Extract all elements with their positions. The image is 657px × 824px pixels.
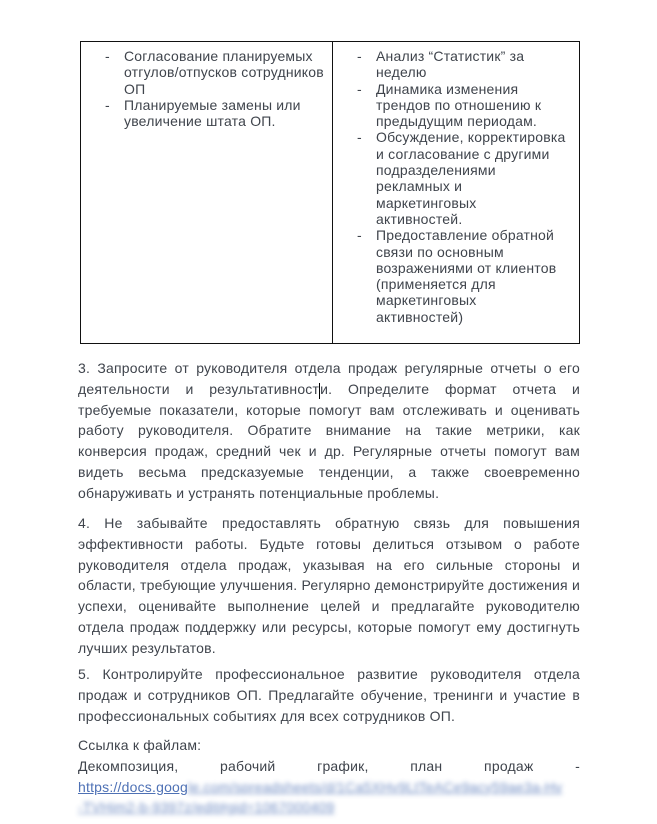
table-cell-right <box>333 42 579 343</box>
list-item <box>333 81 566 130</box>
bullet-dash: - <box>105 48 110 64</box>
list-item-text: Предоставление обратной связи по основным возражениями от клиентов (применяется для маркетинговых активностей) <box>376 227 557 325</box>
files-section-label: Ссылка к файлам: <box>78 737 202 753</box>
docs-link-line-2 <box>78 797 580 818</box>
paragraph-3-text-before-caret: 3. Запросите от руководителя отдела продаж регулярные отчеты о его деятельности и результативност <box>78 360 580 397</box>
google-docs-link[interactable] <box>78 779 562 795</box>
files-section <box>78 735 580 818</box>
bullet-dash: - <box>357 129 362 146</box>
weekly-topics-table <box>80 41 580 344</box>
docs-link-line-1 <box>78 777 580 798</box>
list-item <box>333 129 566 227</box>
paragraph-3 <box>78 358 580 504</box>
text-cursor <box>319 383 320 399</box>
link-visible-text: https://docs.goog <box>78 778 189 795</box>
paragraph-4: 4. Не забывайте предоставлять обратную связь для повышения эффективности работы. Будьте готовы делиться отзывом о работе руководителя отдела продаж, указывая на его сильные стороны и области, требующие улучшения. Регулярно демонстрируйте достижения и успехи, оценивайте выполнение целей и предлагайте руководителю отдела продаж поддержку или ресурсы, которые помогут ему достигнуть лучших результатов. <box>78 515 580 656</box>
list-item-text: Обсуждение, корректировка и согласование с другими подразделениями рекламных и маркетинговых активностей. <box>376 129 566 227</box>
list-item-text: Динамика изменения трендов по отношению к предыдущим периодам. <box>376 80 542 130</box>
list-item-text: Планируемые замены или увеличение штата ОП. <box>124 96 301 130</box>
list-item <box>81 97 324 130</box>
list-item-text: Согласование планируемых отгулов/отпусков сотрудников ОП <box>124 48 324 97</box>
table-cell-left <box>81 42 333 343</box>
list-item <box>333 227 566 325</box>
list-item-text: Анализ “Статистик” за неделю <box>376 48 525 81</box>
bullet-dash: - <box>357 80 362 97</box>
list-item <box>333 48 566 81</box>
paragraph-5: 5. Контролируйте профессиональное развитие руководителя отдела продаж и сотрудников ОП. Предлагайте обучение, тренинги и участие в профессиональных событиях для всех сотрудников ОП. <box>78 666 580 724</box>
link-blurred-text: le.com/spreadsheets/d/1Ca5XHv9LtTeACe9acy59ae3a-Hv <box>188 778 563 795</box>
files-description-line: Декомпозиция, рабочий график, план продаж - <box>78 757 580 774</box>
list-item <box>81 48 324 97</box>
bullet-dash: - <box>357 48 362 64</box>
bullet-dash: - <box>357 227 362 244</box>
bullet-dash: - <box>105 96 110 113</box>
google-docs-link-continued[interactable]: -TVHim2-b-9397z/edit#gid=1067000409 <box>78 799 335 816</box>
paragraph-3-text-after-caret: и. Определите формат отчета и требуемые показатели, которые помогут вам отслеживать и оценивать работу руководителя. Обратите внимание на такие метрики, как конверсия продаж, средний чек и др. Регулярные отчеты помогут вам видеть весьма предсказуемые тенденции, а также своевременно обнаруживать и устранять потенциальные проблемы. <box>78 380 580 501</box>
